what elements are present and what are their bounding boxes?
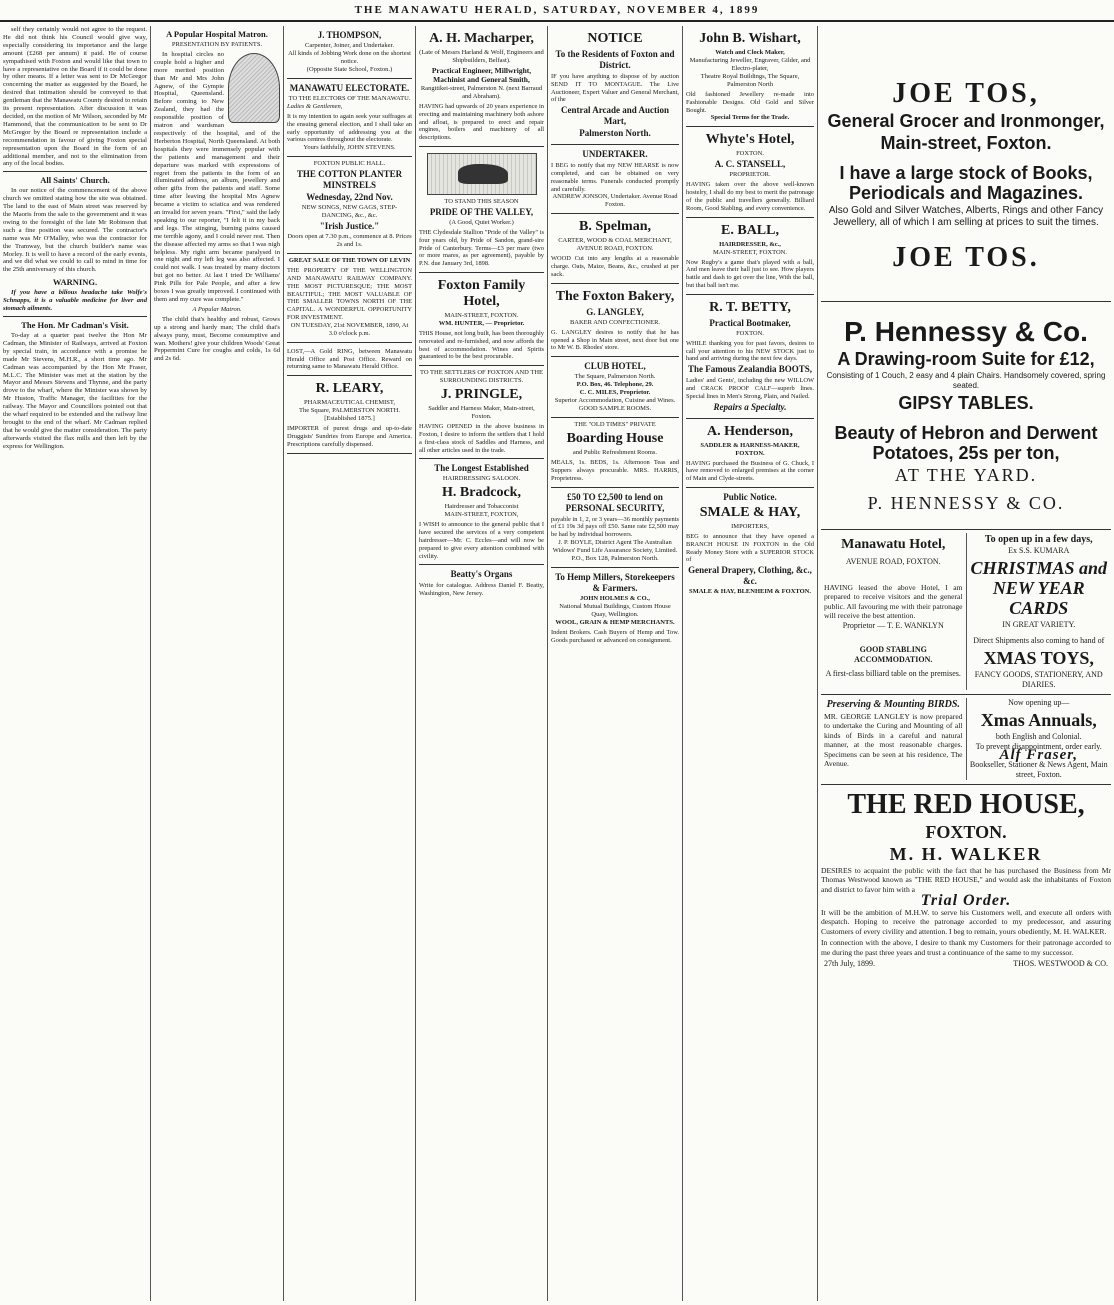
- ad-proprietor: C. C. MILES, Proprietor.: [579, 389, 651, 397]
- divider: [3, 316, 147, 317]
- ad-leary: [287, 376, 412, 453]
- article-text: The child that's healthy and robust, Grows up a strong and hardy man; The child that's always puny, must, Become consumptive and wan. Mothers! give your children Woods' Great Peppermint Cure for coughs and colds, 1s 6d and 2s 6d.: [154, 315, 280, 363]
- ad-text: HAVING purchased the Business of G. Chuck, I have removed to enlarged premises at the corner of Main and Clyde-streets.: [686, 459, 814, 483]
- ad-stock: General Drapery, Clothing, &c., &c.: [688, 565, 812, 587]
- ad-title: THE RED HOUSE,: [847, 788, 1085, 820]
- ad-title: J. PRINGLE,: [440, 387, 523, 403]
- ad-title: The Foxton Bakery,: [555, 288, 675, 304]
- ad-text: HAVING taken over the above well-known hostelry, I shall do my best to merit the patronage of the public and travellers generally. Billiard Room, Good Stabling, and every convenience.: [686, 181, 814, 212]
- ad-title: B. Spelman,: [579, 219, 651, 235]
- ad-trade: Hairdresser and Tobacconist: [444, 503, 519, 511]
- ad-title: To Hemp Millers, Storekeepers & Farmers.: [555, 571, 675, 593]
- ad-text: A first-class billiard table on the premises.: [825, 668, 961, 678]
- ad-subtitle: TO STAND THIS SEASON: [444, 197, 519, 205]
- ad-subtitle: Practical Bootmaker,: [709, 317, 791, 328]
- ad-subtitle: THE "OLD TIMES" PRIVATE: [574, 421, 656, 429]
- ad-title: PRIDE OF THE VALLEY,: [429, 206, 534, 217]
- ad-hennessy: [821, 302, 1111, 530]
- article-text: In our notice of the commencement of the above church we omitted stating how the site was obtained. The land to the east of Main street was reserved by the Maoris from the sale to the government and it was owing to the foresight of the late Mr Robinson that such a fine position was secured. The contractor's name was Mr O'Malley, who was the contractor for the Tramway, but the church builder's name was Morley. It is well to have a record of the early events, and we did what we could to call to mind in time for the 25th anniversary of this church.: [3, 187, 147, 274]
- ad-toys: XMAS TOYS,: [983, 648, 1094, 668]
- ad-title: £50 TO £2,500 to lend on PERSONAL SECURITY,: [565, 491, 665, 513]
- ad-address: AVENUE ROAD, FOXTON.: [845, 557, 941, 566]
- ad-suite: A Drawing-room Suite for £12,: [837, 349, 1095, 369]
- ad-text: I WISH to announce to the general public that I have secured the services of a very competent hairdresser—Mr. C. Eccles—and will now be prepared to give every attention combined with civility.: [419, 521, 544, 560]
- ad-text: payable in 1, 2, or 3 years—36 monthly payments of £1 19s 3d pays off £50. Same rate £2,500 may be had by individual borrowers.: [551, 515, 679, 539]
- ad-signature: JOE TOS.: [892, 242, 1040, 273]
- ad-henderson: [686, 419, 814, 488]
- ad-title: CLUB HOTEL,: [584, 361, 646, 372]
- ad-text: Superior Accommodation, Cuisine and Wines. GOOD SAMPLE ROOMS.: [554, 397, 676, 413]
- ad-minstrels: [287, 157, 412, 254]
- ad-address: National Mutual Buildings, Custom House Quay, Wellington.: [559, 602, 671, 618]
- matron-portrait: [228, 53, 280, 123]
- ad-signature: THOS. WESTWOOD & CO.: [1013, 959, 1108, 969]
- ad-text: Ladies' and Gents', including the new WILLOW and CRACK PROOF CALF—superb lines. Special lines in Men's Strong, Plain, and Nailed.: [686, 377, 814, 400]
- ad-signature: Yours faithfully, JOHN STEVENS.: [303, 144, 396, 152]
- ad-date: ON TUESDAY, 21st NOVEMBER, 1899, At 3.0 o'clock p.m.: [290, 321, 409, 337]
- ad-title: Public Notice.: [723, 491, 777, 502]
- ad-text: [Established 1875.]: [324, 415, 375, 423]
- ad-text: In connection with the above, I desire to thank my Customers for their patronage accorded to me during the past three years and trust a continuance of the same to my successor.: [821, 938, 1111, 957]
- ad-potatoes: Beauty of Hebron and Derwent Potatoes, 25s per ton,: [834, 423, 1098, 463]
- ad-trade: Bookseller, Stationer & News Agent, Main street, Foxton.: [969, 759, 1108, 779]
- ad-text: WOOD Cut into any lengths at a reasonable charge. Oats, Maize, Beans, &c., crushed at per sack.: [551, 255, 679, 278]
- ad-subtitle: FOXTON PUBLIC HALL.: [313, 160, 386, 168]
- ad-text: HAVING leased the above Hotel, I am prepared to receive visitors and the general public. All favouring me with their patronage will receive the best attention.: [824, 583, 963, 621]
- ad-name: G. LANGLEY,: [586, 306, 644, 317]
- ad-text: I BEG to notify that my NEW HEARSE is now completed, and can be obtained on very reasonable terms. Funerals conducted promptly and carefully.: [551, 162, 679, 193]
- ad-title: GREAT SALE OF THE TOWN OF LEVIN: [288, 257, 411, 265]
- ad-text: WHILE thanking you for past favors, desires to call your attention to his NEW STOCK just to hand and arriving during the next few days.: [686, 339, 814, 363]
- ad-farce-title: "Irish Justice.": [319, 221, 380, 232]
- ad-proprietor: PROPRIETOR.: [729, 171, 771, 179]
- ad-text: IN GREAT VARIETY.: [1002, 620, 1076, 629]
- ad-name: JOHN HOLMES & CO.,: [580, 594, 650, 602]
- ad-cards: CHRISTMAS and NEW YEAR CARDS: [970, 558, 1108, 618]
- ad-subtitle: TO THE SETTLERS OF FOXTON AND THE SURROUNDING DISTRICTS.: [419, 369, 544, 385]
- article-heading: All Saints' Church.: [40, 175, 110, 186]
- ad-text: Now Rugby's a game that's played with a ball, And men leave their hall just to see. How players battle and dash to get over the line, With the ball, but that ball isn't me.: [686, 258, 814, 289]
- article-text: If you have a bilious headache take Wolfe's Schnapps, it is a valuable medicine for liver and stomach ailments.: [3, 289, 147, 313]
- ad-xmas-annuals: [966, 698, 1112, 780]
- ad-text: HAVING had upwards of 20 years experience in erecting and maintaining machinery both ashore and afloat, is prepared to erect and repair engines, boilers and machinery of all descriptions.: [419, 103, 544, 142]
- ad-address: Main-street, Foxton.: [880, 133, 1052, 153]
- ad-terms: Special Terms for the Trade.: [710, 114, 790, 122]
- ad-stock: I have a large stock of Books, Periodicals and Magazines.: [839, 163, 1093, 203]
- ad-footer: [821, 959, 1111, 969]
- ad-subtitle: General Grocer and Ironmonger,: [827, 111, 1105, 131]
- ad-lost-ring: [287, 343, 412, 376]
- ad-boarding-house: [551, 418, 679, 487]
- ad-ball: [686, 218, 814, 295]
- ad-wishart: [686, 26, 814, 127]
- ad-title: R. LEARY,: [315, 381, 384, 397]
- ad-subtitle: SADDLER & HARNESS-MAKER, FOXTON.: [700, 441, 800, 457]
- ad-title: A. Henderson,: [707, 423, 793, 439]
- ad-title: A. H. Macharper,: [429, 31, 534, 46]
- ad-thompson: [287, 26, 412, 79]
- ad-title: John B. Wishart,: [699, 31, 801, 46]
- ad-town: Palmerston North.: [579, 128, 651, 139]
- article-heading: A Popular Hospital Matron.: [166, 29, 268, 39]
- ad-title: Foxton Family Hotel,: [437, 277, 526, 309]
- ad-name: A. C. STANSELL,: [714, 159, 786, 170]
- ad-signature: J. P. BOYLE, District Agent The Australian Widows' Fund Life Assurance Society, Limited. P.O., Box 128, Palmerston North.: [552, 538, 678, 562]
- ad-boots: The Famous Zealandia BOOTS,: [687, 364, 813, 375]
- ad-title: P. Hennessy & Co.: [844, 316, 1088, 347]
- ad-trade: Practical Engineer, Millwright, Machinist and General Smith,: [431, 66, 532, 84]
- ad-birds: [821, 698, 966, 780]
- ad-text: IMPORTER of purest drugs and up-to-date Druggists' Sundries from Europe and America. Prescriptions carefully dispensed.: [287, 425, 412, 448]
- ad-date: 27th July, 1899.: [824, 959, 876, 969]
- ad-split-block: [821, 530, 1111, 695]
- divider: [3, 171, 147, 172]
- ad-subtitle: CARTER, WOOD & COAL MERCHANT,: [558, 237, 672, 245]
- ad-address: (Opposite State School, Foxton.): [306, 66, 393, 73]
- ad-beatty-organs: [419, 565, 544, 602]
- ad-montague: [551, 26, 679, 145]
- ad-electorate: [287, 79, 412, 157]
- ad-undertaker: [551, 145, 679, 214]
- horse-illustration: [427, 153, 537, 195]
- ad-address: The Square, Palmerston North.: [574, 373, 656, 381]
- ad-subtitle: and Public Refreshment Rooms.: [572, 449, 658, 457]
- ad-text: THE Clydesdale Stallion "Pride of the Valley" is four years old, by Pride of Sandon, grand-sire Pride of Canterbury. Terms—£3 per mare (two or more mares, as per agreement), payable by P.N. due January 3rd, 1898.: [419, 228, 544, 268]
- ad-text: BEG to announce that they have opened a BRANCH HOUSE IN FOXTON in the Old Ready Money Store with a SUPERIOR STOCK of: [686, 532, 814, 564]
- ad-subtitle: HAIRDRESSING SALOON.: [442, 475, 521, 483]
- ad-levin-sale: [287, 254, 412, 343]
- ad-proprietor: WM. HUNTER, — Proprietor.: [438, 319, 525, 327]
- ad-subtitle: BAKER AND CONFECTIONER.: [569, 318, 661, 326]
- ad-text: It will be the ambition of M.H.W. to serve his Customers well, and execute all orders with despatch. Hoping to receive the patronage accorded to my predecessor, and assuring Customers of every civility and attention. I beg to remain, yours obediently, M. H. WALKER.: [821, 908, 1111, 936]
- ad-text: NEW SONGS, NEW GAGS, STEP-DANCING, &c., &c.: [301, 204, 398, 220]
- ad-tables: GIPSY TABLES.: [898, 393, 1034, 413]
- ad-subtitle: (Late of Messrs Harland & Wolf, Engineers and Shipbuilders, Belfast).: [419, 49, 544, 64]
- ad-subtitle: Ex S.S. KUMARA: [1008, 546, 1070, 555]
- ad-title: THE COTTON PLANTER MINSTRELS: [296, 169, 403, 191]
- article-text: In hospital circles no couple hold a higher and more merited position than Mr and Mrs John Agnew, of the Gympie Hospital, Queensland. Before coming to New Zealand, they had the responsible position of matron and wardsman respectively of the hospital, and of the Herberton Hospital, North Queensland. At both hospitals they were immensely popular with the patients and management and their departure was marked with expressions of regret from the patients in the form of an illuminated address, an album, jewellery and other gifts from the patients and staff. Some time after leaving the hospital Mrs Agnew became a victim to sciatica and was rendered an invalid for seven years. "First," said the lady speaking to our reporter, "I felt it in my back and legs. The stinging, burning pains caused me terrible agony, and I could never rest. Then the disease affected my arms so that I was nigh helpless. My right arm became paralysed in one night and my left leg was also affected. I could not walk. I was treated by many doctors but got no better. At last I tried Dr Williams' Pink Pills for Pale People, and after a few boxes I was greatly improved. I continued with them and my cure was complete.": [154, 50, 280, 303]
- ad-stallion: [419, 147, 544, 273]
- ad-order: Trial Order.: [920, 892, 1012, 910]
- ad-address: AVENUE ROAD, FOXTON.: [576, 245, 654, 253]
- ad-title: Manawatu Hotel,: [841, 537, 946, 552]
- ad-title: Whyte's Hotel,: [705, 132, 795, 148]
- ad-title: Boarding House: [566, 431, 664, 447]
- ad-phone: P.O. Box, 46. Telephone, 29.: [576, 381, 654, 389]
- ad-subtitle: PHARMACEUTICAL CHEMIST,: [303, 399, 395, 407]
- ad-subtitle: both English and Colonial.: [995, 732, 1082, 741]
- ad-title: R. T. BETTY,: [709, 299, 791, 315]
- ad-text: LOST,—A Gold RING, between Manawatu Herald Office and Post Office. Reward on returning same to Manawatu Herald Office.: [287, 347, 412, 371]
- portrait-caption: A Popular Matron.: [192, 305, 242, 313]
- ad-repairs: Repairs a Specialty.: [713, 401, 787, 412]
- ad-title: NOTICE: [587, 31, 643, 46]
- ad-town: FOXTON.: [736, 150, 764, 158]
- ad-holmes: [551, 568, 679, 649]
- ad-address: MAIN-STREET, FOXTON.: [713, 248, 787, 256]
- column-1: [0, 26, 150, 1301]
- ad-location: AT THE YARD.: [894, 465, 1038, 485]
- ad-subtitle: To the Residents of Foxton and District.: [555, 49, 675, 70]
- ad-split-block-2: [821, 695, 1111, 785]
- masthead: THE MANAWATU HERALD, SATURDAY, NOVEMBER 4, 1899: [0, 0, 1114, 22]
- article-subheading: PRESENTATION BY PATIENTS.: [171, 41, 263, 48]
- article-heading: The Hon. Mr Cadman's Visit.: [21, 320, 129, 330]
- ad-name: Alf Fraser,: [999, 747, 1078, 763]
- ad-joe-tos: [821, 26, 1111, 302]
- ad-manawatu-hotel: [821, 533, 966, 690]
- ad-betty: [686, 295, 814, 419]
- ad-text: Indent Brokers. Cash Buyers of Hemp and Tow. Goods purchased or advanced on consignment.: [551, 628, 679, 644]
- ad-text: Old fashioned Jewellery re-made into Fashionable Designs. Old Gold and Silver Bought.: [686, 91, 814, 114]
- ad-name: SMALE & HAY,: [699, 504, 801, 520]
- ad-title: Xmas Annuals,: [980, 710, 1097, 730]
- ad-address: The Square, PALMERSTON NORTH.: [299, 407, 400, 415]
- ad-title: JOE TOS,: [892, 78, 1040, 109]
- ad-subtitle: Now opening up—: [1008, 698, 1070, 707]
- ad-title: To open up in a few days,: [984, 534, 1093, 545]
- ad-trade: WOOL, GRAIN & HEMP MERCHANTS.: [555, 618, 675, 626]
- ad-address: Theatre Royal Buildings, The Square, Palmerston North: [700, 73, 800, 88]
- ad-title: Preserving & Mounting BIRDS.: [826, 699, 960, 710]
- ad-mart: Central Arcade and Auction Mart,: [560, 105, 670, 127]
- ad-subtitle: Carpenter, Joiner, and Undertaker.: [304, 42, 394, 49]
- ad-date: Wednesday, 22nd Nov.: [306, 192, 393, 203]
- ad-text: HAVING OPENED in the above business in Foxton, I desire to inform the settlers that I hold a first-class stock of Saddles and Harness, and all other articles used in the trade.: [419, 423, 544, 454]
- ad-text: MR. GEORGE LANGLEY is now prepared to undertake the Curing and Mounting of all kinds of Birds in a careful and natural manner, at the most reasonable charges. Specimens can be seen at his residence, The Avenue.: [824, 712, 963, 769]
- ad-address: MAIN-STREET, FOXTON,: [444, 511, 519, 519]
- ad-spelman: [551, 214, 679, 283]
- ad-name: M. H. WALKER: [889, 843, 1043, 864]
- ad-town: FOXTON.: [736, 329, 764, 337]
- ad-text: DESIRES to acquaint the public with the fact that he has purchased the Business from Mr Thomas Westwood known as "THE RED HOUSE," and would ask the inhabitants of Foxton and district to favor him with a: [821, 865, 1111, 894]
- ad-christmas-cards: [966, 533, 1112, 690]
- ad-subtitle: TO THE ELECTORS OF THE MANAWATU.: [288, 95, 411, 102]
- ad-bradcock: [419, 459, 544, 565]
- ad-title: Beatty's Organs: [450, 569, 513, 580]
- ad-text: Also Gold and Silver Watches, Alberts, Rings and other Fancy Jewellery, all of which I am selling at prices to suit the times.: [828, 205, 1104, 228]
- column-6: [682, 26, 817, 1301]
- ad-signature: ANDREW JONSON, Undertaker. Avenue Road Foxton.: [552, 193, 678, 209]
- ad-town: FOXTON.: [925, 821, 1007, 842]
- ad-bakery: [551, 284, 679, 357]
- ad-subtitle: Consisting of 1 Couch, 2 easy and 4 plain Chairs. Handsomely covered, spring seated.: [826, 371, 1106, 390]
- column-5: [547, 26, 682, 1301]
- ad-text: Doors open at 7.30 p.m., commence at 8. Prices 2s and 1s.: [287, 233, 412, 249]
- ad-footer: SMALE & HAY, BLENHEIM & FOXTON.: [688, 588, 811, 596]
- ad-macharper: [419, 26, 544, 147]
- ad-text: It is my intention to again seek your suffrages at the ensuing general election, and I shall take an early opportunity of addressing you at the various centres throughout the electorate.: [287, 113, 412, 144]
- ad-text: Write for catalogue. Address Daniel F. Beatty, Washington, New Jersey.: [419, 582, 544, 598]
- ad-loans: [551, 488, 679, 568]
- ad-text: IF you have anything to dispose of by auction SEND IT TO MONTAGUE. The Live Auctioneer, Expert Valuer and General Merchant, of the: [551, 73, 679, 104]
- ad-text: THIS House, not long built, has been thoroughly renovated and re-furnished, and now affords the best of accommodation. Wines and Spirits guaranteed to be the best procurable.: [419, 329, 544, 361]
- column-7: [817, 26, 1114, 1301]
- ad-subtitle: (A Good, Quiet Worker.): [449, 218, 514, 226]
- ad-title: E. BALL,: [721, 222, 779, 238]
- article-text: To-day at a quarter past twelve the Hon Mr Cadman, the Minister of Railways, arrived at Foxton by special train, in accordance with a promise he made Mr Stevens, M.H.R., a short time ago. Mr Cadman was accompanied by the Hon Mr Fraser, M.L.C. The Minister was met at the station by the Mayor and Messrs Stevens and Thynne, and the party drove to the wharf, where the Minister was shown by Mr Huston, Traffic Manager, the facilities for the railway. The Mayor and Councillors pointed out that the wharf required to be extended and the railway line brought to the end of the wharf. Mr Cadman replied that he would give the matter consideration. The party afterwards visited the flax mills and then left by the express for Wellington.: [3, 332, 147, 450]
- article-heading: WARNING.: [52, 277, 98, 288]
- ad-text: THE PROPERTY OF THE WELLINGTON AND MANAWATU RAILWAY COMPANY. THE MOST PICTURESQUE; THE MOST BEAUTIFUL; THE MOST VALUABLE OF THE SMALLER TOWNS NORTH OF THE CAPITAL. A WONDERFUL OPPORTUNITY FOR INVESTMENT.: [287, 267, 412, 321]
- ad-title: UNDERTAKER.: [582, 149, 648, 160]
- ad-text: To prevent disappointment, order early.: [975, 742, 1102, 751]
- ad-pringle: [419, 366, 544, 459]
- ad-proprietor: Proprietor — T. E. WANKLYN: [842, 620, 944, 630]
- ad-text: MEALS, 1s. BEDS, 1s. Afternoon Teas and Suppers always procurable. MRS. HARRIS, Proprietress.: [551, 459, 679, 482]
- ad-title: MANAWATU ELECTORATE.: [289, 83, 410, 93]
- ad-address: MAIN-STREET, FOXTON.: [444, 311, 519, 319]
- ad-red-house: [821, 785, 1111, 973]
- ad-salutation: Ladies & Gentlemen,: [287, 103, 343, 110]
- ad-name: H. Bradcock,: [442, 485, 521, 501]
- ad-text: FANCY GOODS, STATIONERY, AND DIARIES.: [974, 670, 1103, 689]
- ad-subtitle: Saddler and Harness Maker, Main-street, Foxton.: [428, 405, 535, 421]
- ad-subtitle: HAIRDRESSER, &c.,: [719, 240, 781, 248]
- ad-subtitle: Watch and Clock Maker,: [715, 49, 785, 56]
- ad-stabling: GOOD STABLING ACCOMMODATION.: [854, 644, 933, 664]
- ad-text: G. LANGLEY desires to notify that he has opened a Shop in Main street, next door but one to Mr W. B. Rhodes' store.: [551, 328, 679, 352]
- article-text: self they certainly would not agree to the request. He did not think his Council would give way, especially considering its importance and the large amount (£268 per annum) it paid. He of course sympathised with Foxton and would like that town to have a representative on the Board if it could be done by other means. If a letter was sent to Dr McGregor concerning the matter as suggested by the Board, he desired that intimation should be conveyed to that gentleman that the Manawatu County desired to retain its present representation. After discussion it was decided, on the motion of Mr Wilson, seconded by Mr Hammond, that the communication to be sent to Dr McGregor by the Board re representation include a recommendation in favour of giving Foxton special representation upon the Board in the form of an additional member, and not to the elimination from any of the local bodies.: [3, 26, 147, 168]
- ad-text: Direct Shipments also coming to hand of: [973, 636, 1105, 645]
- ad-address: Rangitikei-street, Palmerston N. (next Barraud and Abraham).: [420, 85, 543, 100]
- ad-smale-hay: [686, 488, 814, 600]
- column-2: [150, 26, 283, 1301]
- column-4: [415, 26, 547, 1301]
- ad-trade: Manufacturing Jeweller, Engraver, Gilder, and Electro-plater,: [689, 57, 811, 72]
- ad-title: The Longest Established: [434, 463, 529, 474]
- ad-family-hotel: [419, 273, 544, 366]
- column-3: [283, 26, 415, 1301]
- ad-title: J. THOMPSON,: [317, 30, 382, 40]
- ad-club-hotel: [551, 357, 679, 418]
- ad-whytes-hotel: [686, 127, 814, 217]
- ad-signature: P. HENNESSY & CO.: [867, 493, 1065, 513]
- ad-text: All kinds of Jobbing Work done on the shortest notice.: [288, 50, 411, 65]
- ad-subtitle: IMPORTERS,: [731, 522, 769, 530]
